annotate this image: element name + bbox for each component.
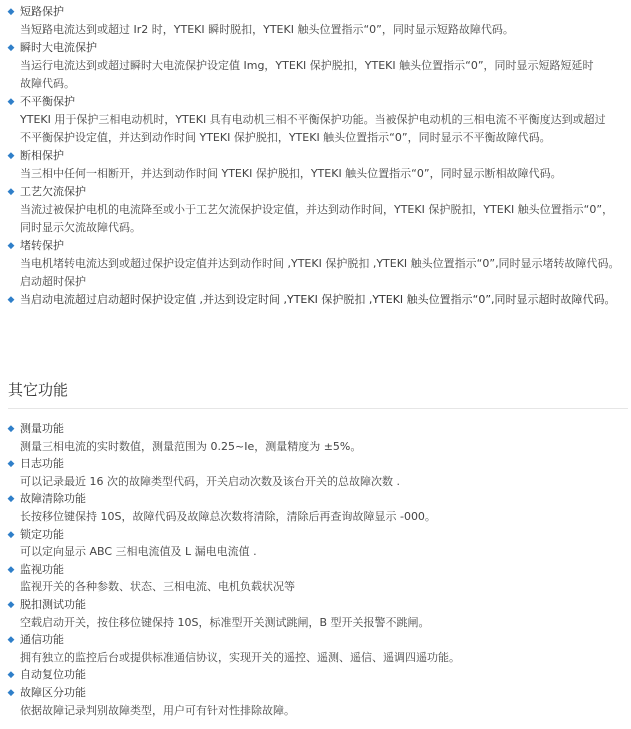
section-heading-other: 其它功能: [8, 381, 69, 399]
diamond-bullet-icon: ◆: [7, 151, 15, 161]
list-item: [8, 420, 628, 455]
list-item: [8, 526, 628, 561]
diamond-bullet-icon: ◆: [7, 564, 15, 575]
item-description: 当流过被保护电机的电流降至或小于工艺欠流保护设定值，并达到动作时间，YTEKI 保护脱扣，YTEKI 触头位置指示“0”，: [20, 203, 614, 216]
item-description: 监视开关的各种参数、状态、三相电流、电机负载状况等: [20, 580, 295, 594]
item-title: 脱扣测试功能: [20, 597, 86, 611]
diamond-bullet-icon: ◆: [7, 424, 15, 434]
diamond-bullet-icon: ◆: [7, 43, 15, 53]
item-title: 测量功能: [20, 422, 64, 435]
list-item: [8, 490, 628, 525]
item-description: 当短路电流达到或超过 Ir2 时，YTEKI 瞬时脱扣，YTEKI 触头位置指示“0”，同时显示短路故障代码。: [20, 23, 514, 36]
diamond-bullet-icon: ◆: [7, 529, 15, 540]
item-title: 日志功能: [20, 457, 64, 471]
list-item: [8, 93, 628, 147]
item-description: 不平衡保护设定值，并达到动作时间 YTEKI 保护脱扣，YTEKI 触头位置指示“0”，同时显示不平衡故障代码。: [20, 131, 551, 144]
item-title: 堵转保护: [20, 239, 64, 252]
item-description: 可以记录最近 16 次的故障类型代码，开关启动次数及该台开关的总故障次数 .: [20, 474, 400, 488]
item-description: 当三相中任何一相断开，并达到动作时间 YTEKI 保护脱扣，YTEKI 触头位置指示“0”，同时显示断相故障代码。: [20, 167, 562, 180]
diamond-bullet-icon: ◆: [7, 97, 15, 107]
item-title: 当启动电流超过启动超时保护设定值 ,并达到设定时间 ,YTEKI 保护脱扣 ,YTEKI 触头位置指示“0”,同时显示超时故障代码。: [20, 293, 616, 306]
item-description: 启动超时保护: [20, 275, 86, 288]
item-title: 故障区分功能: [20, 685, 86, 699]
diamond-bullet-icon: ◆: [7, 459, 15, 470]
list-item: [8, 39, 628, 93]
item-title: 监视功能: [20, 562, 64, 576]
item-title: 故障清除功能: [20, 492, 86, 506]
list-item: [8, 455, 628, 490]
protection-list: [8, 3, 628, 309]
item-description: 当运行电流达到或超过瞬时大电流保护设定值 Img，YTEKI 保护脱扣，YTEKI 触头位置指示“0”，同时显示短路短延时: [20, 59, 594, 72]
list-item: [8, 291, 628, 309]
item-description: 空载启动开关，按住移位键保持 10S，标准型开关测试跳闸，B 型开关报警不跳闸。: [20, 615, 430, 629]
diamond-bullet-icon: ◆: [7, 599, 15, 610]
item-description: YTEKI 用于保护三相电动机时，YTEKI 具有电动机三相不平衡保护功能。当被保护电动机的三相电流不平衡度达到或超过: [20, 113, 606, 126]
item-description: 故障代码。: [20, 77, 75, 90]
list-item: [8, 183, 628, 237]
item-description: 可以定向显示 ABC 三相电流值及 L 漏电电流值 .: [20, 545, 257, 559]
item-description: 当电机堵转电流达到或超过保护设定值并达到动作时间 ,YTEKI 保护脱扣 ,YTEKI 触头位置指示“0”,同时显示堵转故障代码。: [20, 257, 620, 270]
diamond-bullet-icon: ◆: [7, 494, 15, 505]
diamond-bullet-icon: ◆: [7, 670, 15, 681]
list-item: [8, 147, 628, 183]
item-title: 不平衡保护: [20, 95, 75, 108]
list-item: [8, 666, 628, 684]
item-title: 自动复位功能: [20, 668, 86, 682]
heading-divider: [8, 408, 628, 409]
other-functions-list: [8, 420, 628, 719]
list-item: [8, 561, 628, 596]
item-description: 长按移位键保持 10S，故障代码及故障总次数将清除，清除后再查询故障显示 -000。: [20, 509, 436, 523]
item-title: 通信功能: [20, 633, 64, 647]
item-description: 依据故障记录判别故障类型，用户可有针对性排除故障。: [20, 703, 295, 717]
diamond-bullet-icon: ◆: [7, 241, 15, 251]
diamond-bullet-icon: ◆: [7, 187, 15, 197]
diamond-bullet-icon: ◆: [7, 7, 15, 17]
item-description: 同时显示欠流故障代码。: [20, 221, 141, 234]
list-item: [8, 3, 628, 39]
list-item: [8, 631, 628, 666]
list-item: [8, 596, 628, 631]
item-title: 断相保护: [20, 149, 64, 162]
item-description: 拥有独立的监控后台或提供标准通信协议，实现开关的遥控、遥测、遥信、遥调四遥功能。: [20, 650, 460, 664]
diamond-bullet-icon: ◆: [7, 635, 15, 646]
diamond-bullet-icon: ◆: [7, 295, 15, 305]
item-title: 工艺欠流保护: [20, 185, 86, 198]
item-title: 瞬时大电流保护: [20, 41, 97, 54]
item-description: 测量三相电流的实时数值，测量范围为 0.25~Ie，测量精度为 ±5%。: [20, 439, 362, 453]
item-title: 锁定功能: [20, 527, 64, 541]
list-item: [8, 237, 628, 291]
list-item: [8, 684, 628, 719]
diamond-bullet-icon: ◆: [7, 687, 15, 698]
item-title: 短路保护: [20, 5, 64, 18]
